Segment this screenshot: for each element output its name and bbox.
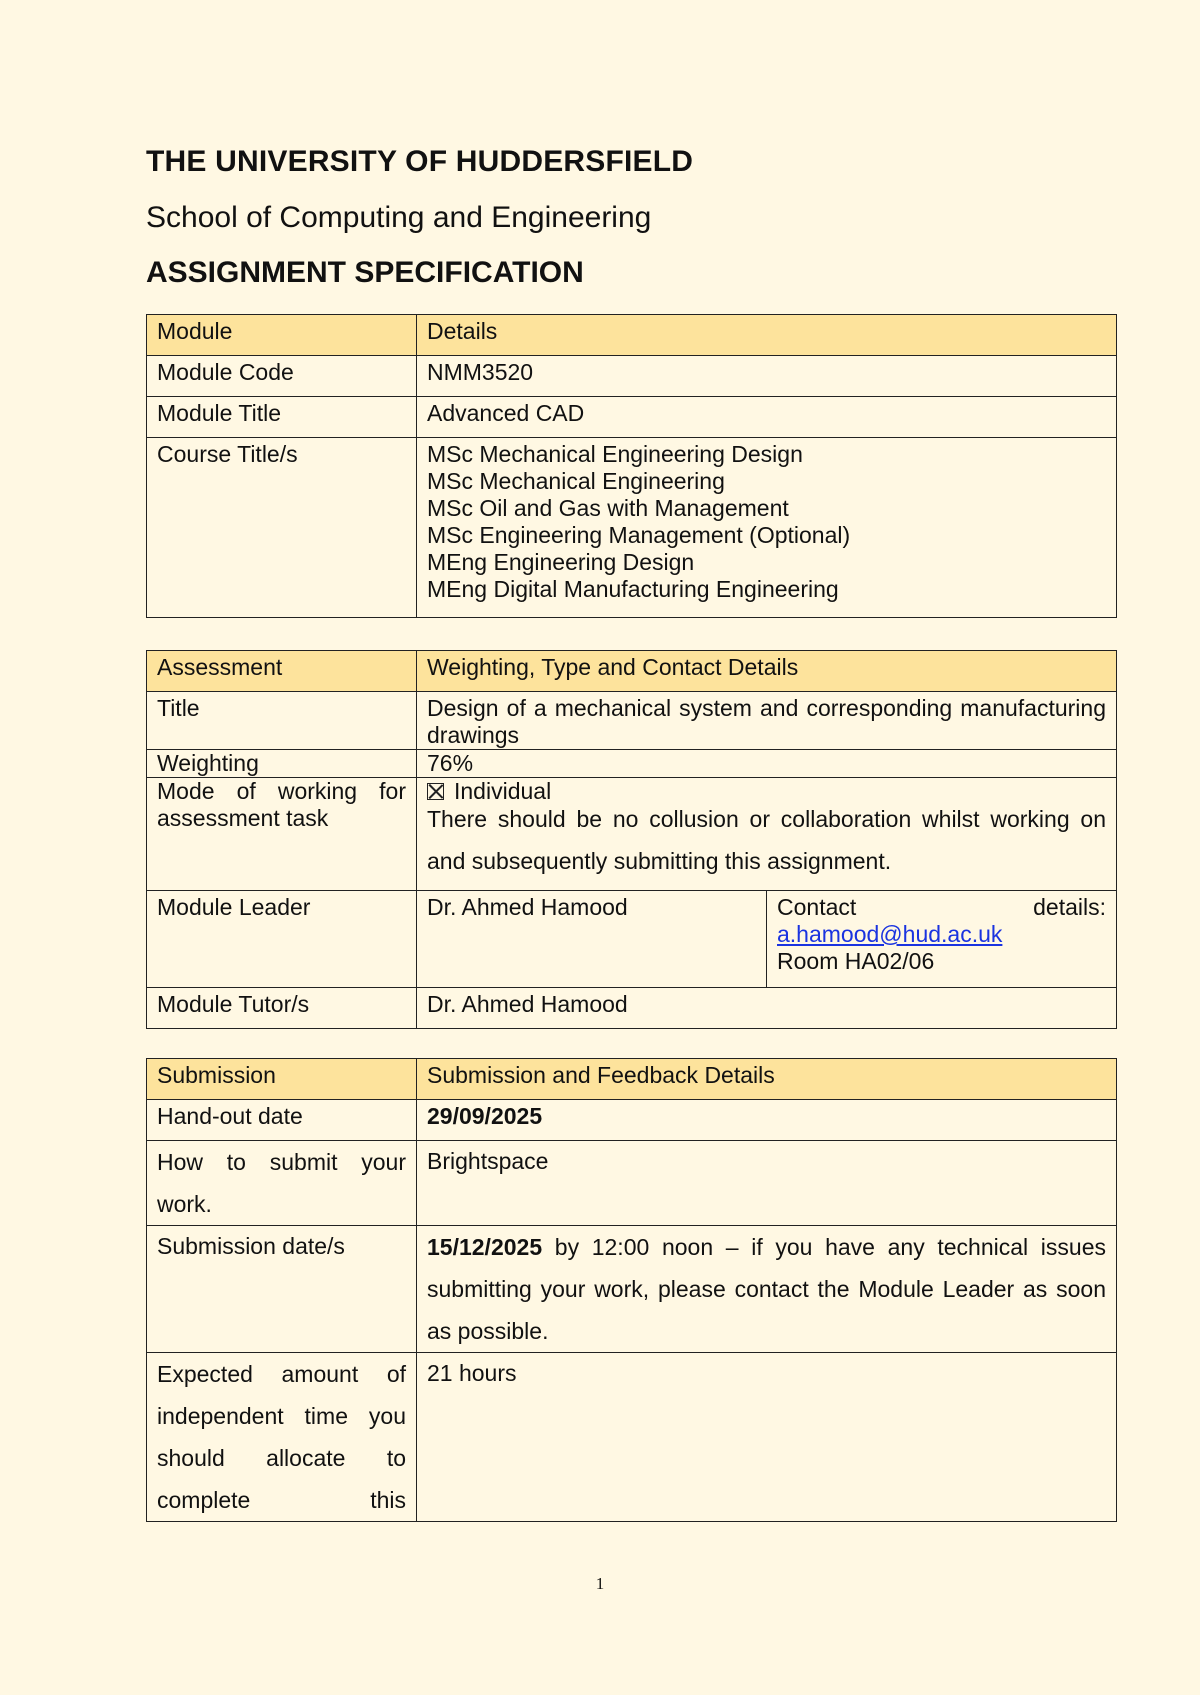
header-cell: Details [417, 315, 1117, 356]
table-row [147, 891, 1117, 988]
table-row [147, 397, 1117, 438]
contact-label: Contact details: [777, 894, 1106, 920]
table-header-row [147, 315, 1117, 356]
table-row [147, 1141, 1117, 1226]
module-tutor: Dr. Ahmed Hamood [417, 988, 1117, 1029]
module-leader: Dr. Ahmed Hamood [417, 891, 767, 988]
assessment-title: Design of a mechanical system and corresponding manufacturing drawings [417, 692, 1117, 750]
row-label: Submission date/s [147, 1226, 417, 1353]
table-row [147, 438, 1117, 618]
table-row [147, 1226, 1117, 1353]
row-label: Title [147, 692, 417, 750]
handout-date: 29/09/2025 [417, 1100, 1117, 1141]
header-cell: Module [147, 315, 417, 356]
module-title: Advanced CAD [417, 397, 1117, 438]
contact-room: Room HA02/06 [777, 948, 935, 974]
university-name: THE UNIVERSITY OF HUDDERSFIELD [146, 145, 694, 178]
row-label: Course Title/s [147, 438, 417, 618]
expected-hours: 21 hours [417, 1353, 1117, 1522]
page-number: 1 [595, 1574, 605, 1593]
course-item: MSc Mechanical Engineering [427, 468, 725, 494]
table-header-row [147, 651, 1117, 692]
header-cell: Submission and Feedback Details [417, 1059, 1117, 1100]
row-label: Module Leader [147, 891, 417, 988]
school-name: School of Computing and Engineering [146, 201, 652, 234]
row-label: Weighting [147, 750, 417, 778]
table-row [147, 1100, 1117, 1141]
row-label: Mode of working for assessment task [147, 778, 417, 891]
table-row [147, 778, 1117, 891]
table-row [147, 750, 1117, 778]
row-label: Module Code [147, 356, 417, 397]
contact-cell [767, 891, 1117, 988]
mode-note: There should be no collusion or collaboration whilst working on and subsequently submitting this assignment. [427, 806, 1106, 874]
assessment-table [146, 650, 1117, 1029]
table-header-row [147, 1059, 1117, 1100]
mode-cell [417, 778, 1117, 891]
course-item: MSc Oil and Gas with Management [427, 495, 789, 521]
module-code: NMM3520 [417, 356, 1117, 397]
table-row [147, 692, 1117, 750]
table-row [147, 356, 1117, 397]
course-item: MSc Mechanical Engineering Design [427, 441, 803, 467]
document-title: ASSIGNMENT SPECIFICATION [146, 256, 584, 289]
row-label: Module Tutor/s [147, 988, 417, 1029]
submission-date-cell [417, 1226, 1117, 1353]
header-cell: Weighting, Type and Contact Details [417, 651, 1117, 692]
row-label: Module Title [147, 397, 417, 438]
submission-date: 15/12/2025 [427, 1234, 543, 1260]
course-item: MSc Engineering Management (Optional) [427, 522, 851, 548]
header-cell: Submission [147, 1059, 417, 1100]
submission-table [146, 1058, 1117, 1522]
contact-email-link[interactable]: a.hamood@hud.ac.uk [777, 921, 1003, 947]
submit-platform: Brightspace [417, 1141, 1117, 1226]
checked-box-icon [427, 783, 444, 800]
table-row [147, 1353, 1117, 1522]
weighting-value: 76% [417, 750, 1117, 778]
table-row [147, 988, 1117, 1029]
course-list [417, 438, 1117, 618]
course-item: MEng Engineering Design [427, 549, 695, 575]
row-label: How to submit your work. [147, 1141, 417, 1226]
row-label: Expected amount of independent time you should allocate to complete this [147, 1353, 417, 1522]
course-item: MEng Digital Manufacturing Engineering [427, 576, 839, 602]
submission-note: by 12:00 noon – if you have any technical issues submitting your work, please contact the Module Leader as soon as possible. [427, 1234, 1106, 1344]
module-table [146, 314, 1117, 618]
mode-option-label: Individual [454, 778, 552, 804]
header-cell: Assessment [147, 651, 417, 692]
row-label: Hand-out date [147, 1100, 417, 1141]
